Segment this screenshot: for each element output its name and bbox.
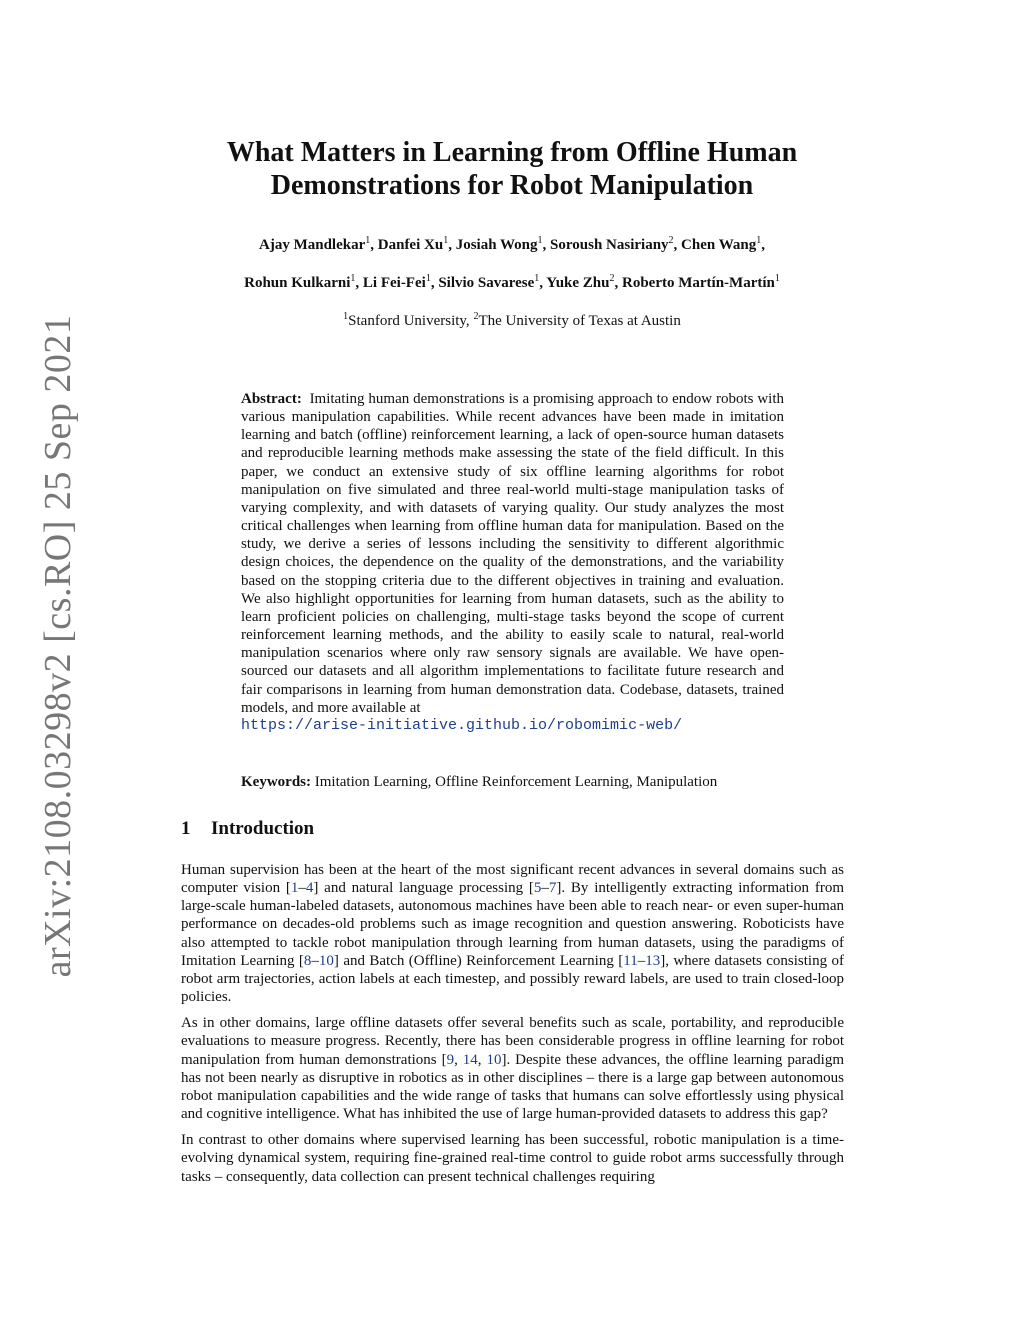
author-affiliation-mark: 1 [350, 273, 356, 284]
paper-title [180, 136, 844, 202]
text-run: – [637, 952, 646, 969]
author-name: Soroush Nasiriany [550, 237, 669, 253]
paragraph-1 [181, 861, 844, 1006]
citation-link[interactable]: 9 [446, 1051, 455, 1068]
abstract-label: Abstract: [241, 391, 302, 407]
citation-link[interactable]: 13 [645, 952, 661, 969]
author-name: Li Fei-Fei [362, 275, 426, 291]
introduction-body [181, 861, 844, 1194]
text-run: ] and Batch (Offline) Reinforcement Learning [ [333, 952, 624, 969]
keywords [241, 774, 801, 791]
author-name: Yuke Zhu [546, 275, 610, 291]
author-affiliation-mark: 1 [774, 273, 780, 284]
affiliation-number: 2 [473, 311, 479, 322]
author-affiliation-mark: 1 [443, 235, 449, 246]
affiliation-number: 1 [343, 311, 349, 322]
section-title: Introduction [211, 818, 315, 839]
author-affiliation-mark: 2 [668, 235, 674, 246]
affiliations [150, 313, 874, 330]
arxiv-identifier: arXiv:2108.03298v2 [cs.RO] 25 Sep 2021 [37, 314, 79, 978]
citation-link[interactable]: 1 [290, 880, 299, 897]
citation-link[interactable]: 4 [305, 880, 314, 897]
text-run: ] and natural language processing [ [313, 880, 534, 897]
title-line-1: What Matters in Learning from Offline Human [226, 137, 798, 168]
author-name: Ajay Mandlekar [259, 237, 366, 253]
citation-link[interactable]: 11 [623, 952, 638, 969]
citation-link[interactable]: 7 [548, 880, 557, 897]
text-run: – [541, 880, 549, 897]
author-name: Danfei Xu [377, 237, 444, 253]
keywords-text: Imitation Learning, Offline Reinforcement Learning, Manipulation [314, 774, 718, 790]
citation-link[interactable]: 10 [318, 952, 334, 969]
author-name: Silvio Savarese [438, 275, 535, 291]
affiliation-name: Stanford University, [348, 313, 470, 329]
text-run: , [477, 1051, 487, 1068]
abstract-text: Imitating human demonstrations is a promising approach to endow robots with various manipulation capabilities. While recent advances have been made in imitation learning and batch (offline) reinforcement learning, a lack of open-source human datasets and reproducible learning methods make assessing the state of the field difficult. In this paper, we conduct an extensive study of six offline learning algorithms for robot manipulation on five simulated and three real-world multi-stage manipulation tasks of varying complexity, and with datasets of varying quality. Our study analyzes the most critical challenges when learning from offline human data for manipulation. Based on the study, we derive a series of lessons including the sensitivity to different algorithmic design choices, the dependence on the quality of the demonstrations, and the variability based on the stopping criteria due to the different objectives in training and evaluation. We also highlight opportunities for learning from human datasets, such as the ability to learn proficient policies on challenging, multi-stage tasks beyond the scope of current reinforcement learning methods, and the ability to easily scale to natural, real-world manipulation scenarios where only raw sensory signals are available. We have open-sourced our datasets and all algorithm implementations to facilitate future research and fair comparisons in learning from human demonstration data. Codebase, datasets, trained models, and more available at [241, 391, 784, 716]
author-name: Roberto Martín-Martín [622, 275, 775, 291]
authors-line-1: Ajay Mandlekar$^1$, Danfei Xu$^1$, Josiah Wong$^1$, Soroush Nasiriany$^2$, Chen Wang$^1$, [259, 235, 765, 253]
citation-link[interactable]: 8 [303, 952, 312, 969]
citation-link[interactable]: 14 [462, 1051, 478, 1068]
author-name: Rohun Kulkarni [244, 275, 351, 291]
text-run: , [454, 1051, 463, 1068]
section-heading-introduction [181, 818, 314, 840]
citation-link[interactable]: 5 [533, 880, 542, 897]
author-affiliation-mark: 1 [537, 235, 543, 246]
text-run: ], where datasets consisting of robot arm trajectories, action labels at each timestep, and possibly reward labels, are used to train closed-loop policies. [181, 952, 844, 1006]
author-affiliation-mark: 1 [534, 273, 540, 284]
author-affiliation-mark: 1 [756, 235, 762, 246]
authors-line-2: Rohun Kulkarni$^1$, Li Fei-Fei$^1$, Silvio Savarese$^1$, Yuke Zhu$^2$, Roberto Martín-Martín$^1$ [244, 273, 780, 291]
author-affiliation-mark: 1 [365, 235, 371, 246]
paragraph-2 [181, 1014, 844, 1123]
author-name: Chen Wang [681, 237, 757, 253]
text-run: ]. Despite these advances, the offline learning paradigm has not been nearly as disruptive in robotics as in other disciplines – there is a large gap between autonomous robot manipulation capabilities and the wide range of tasks that humans can solve effortlessly using physical and cognitive intelligence. What has inhibited the use of large human-provided datasets to address this gap? [181, 1051, 845, 1123]
abstract [241, 390, 784, 735]
author-affiliation-mark: 1 [425, 273, 431, 284]
text-run: As in other domains, large offline datasets offer several benefits such as scale, portability, and reproducible evaluations to measure progress. Recently, there has been considerable progress in offline learning for robot manipulation from human demonstrations [ [181, 1015, 844, 1068]
text-run: – [311, 952, 319, 969]
keywords-label: Keywords: [241, 774, 311, 790]
affiliation-name: The University of Texas at Austin [478, 313, 681, 329]
text-run: ]. By intelligently extracting information from large-scale human-labeled datasets, autonomous machines have been able to reach near- or even super-human performance on decades-old problems such as image recognition and question answering. Roboticists have also attempted to tackle robot manipulation through learning from human datasets, using the paradigms of Imitation Learning [ [181, 880, 844, 969]
title-line-2: Demonstrations for Robot Manipulation [270, 170, 754, 201]
paragraph-3: In contrast to other domains where supervised learning has been successful, robotic manipulation is a time-evolving dynamical system, requiring fine-grained real-time control to guide robot arms successfully through tasks – consequently, data collection can present technical challenges requiring [181, 1132, 844, 1185]
section-number: 1 [181, 818, 191, 839]
author-affiliation-mark: 2 [609, 273, 615, 284]
author-name: Josiah Wong [455, 237, 538, 253]
project-url-link[interactable]: https://arise-initiative.github.io/robomimic-web/ [241, 716, 683, 734]
text-run: Human supervision has been at the heart of the most significant recent advances in several domains such as computer vision [ [181, 862, 844, 897]
text-run: – [298, 880, 306, 897]
citation-link[interactable]: 10 [486, 1051, 502, 1068]
